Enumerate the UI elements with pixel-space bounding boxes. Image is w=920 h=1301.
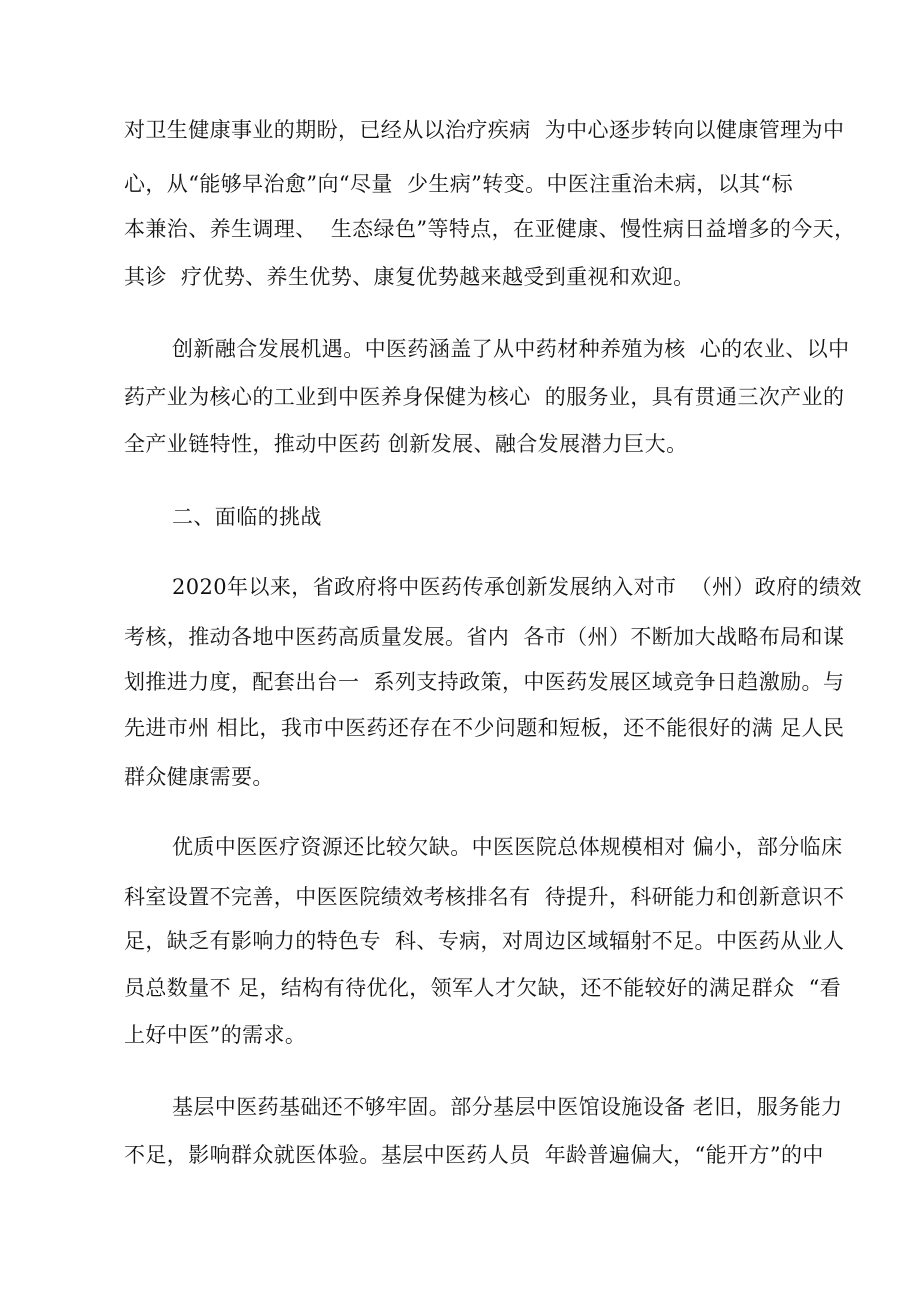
section-heading: 二、面临的挑战 (172, 505, 322, 529)
text-line: 考核，推动各地中医药高质量发展。省内 各市（州）不断加大战略布局和谋 (124, 625, 845, 649)
text-line: 心，从“能够早治愈”向“尽量 少生病”转变。中医注重治未病，以其“标 (124, 172, 794, 196)
text-line: 不足，影响群众就医体验。基层中医药人员 年龄普遍偏大，“能开方”的中 (124, 1143, 824, 1167)
text-line: 优质中医医疗资源还比较欠缺。中医医院总体规模相对 偏小，部分临床 (172, 835, 843, 859)
text-line: 2020年以来，省政府将中医药传承创新发展纳入对市 （州）政府的绩效 (172, 575, 862, 599)
text-line: 足，缺乏有影响力的特色专 科、专病，对周边区域辐射不足。中医药从业人 (124, 929, 845, 953)
text-line: 先进市州 相比，我市中医药还存在不少问题和短板，还不能很好的满 足人民 (124, 716, 845, 740)
text-line: 其诊 疗优势、养生优势、康复优势越来越受到重视和欢迎。 (124, 265, 695, 289)
text-line: 对卫生健康事业的期盼，已经从以治疗疾病 为中心逐步转向以健康管理为中 (124, 118, 845, 142)
text-line: 创新融合发展机遇。中医药涵盖了从中药材种养殖为核 心的农业、以中 (172, 337, 850, 361)
text-line: 群众健康需要。 (124, 765, 274, 789)
text-line: 全产业链特性，推动中医药 创新发展、融合发展潜力巨大。 (124, 432, 688, 456)
text-line: 基层中医药基础还不够牢固。部分基层中医馆设施设备 老旧，服务能力 (172, 1095, 843, 1119)
text-line: 药产业为核心的工业到中医养身保健为核心 的服务业，具有贯通三次产业的 (124, 385, 845, 409)
text-line: 上好中医”的需求。 (124, 1023, 307, 1047)
text-line: 本兼治、养生调理、 生态绿色”等特点，在亚健康、慢性病日益增多的今天， (124, 217, 856, 241)
text-line: 员总数量不 足，结构有待优化，领军人才欠缺，还不能较好的满足群众 “看 (124, 976, 842, 1000)
text-line: 划推进力度，配套出台一 系列支持政策，中医药发展区域竞争日趋激励。与 (124, 670, 845, 694)
text-line: 科室设置不完善，中医医院绩效考核排名有 待提升，科研能力和创新意识不 (124, 885, 845, 909)
